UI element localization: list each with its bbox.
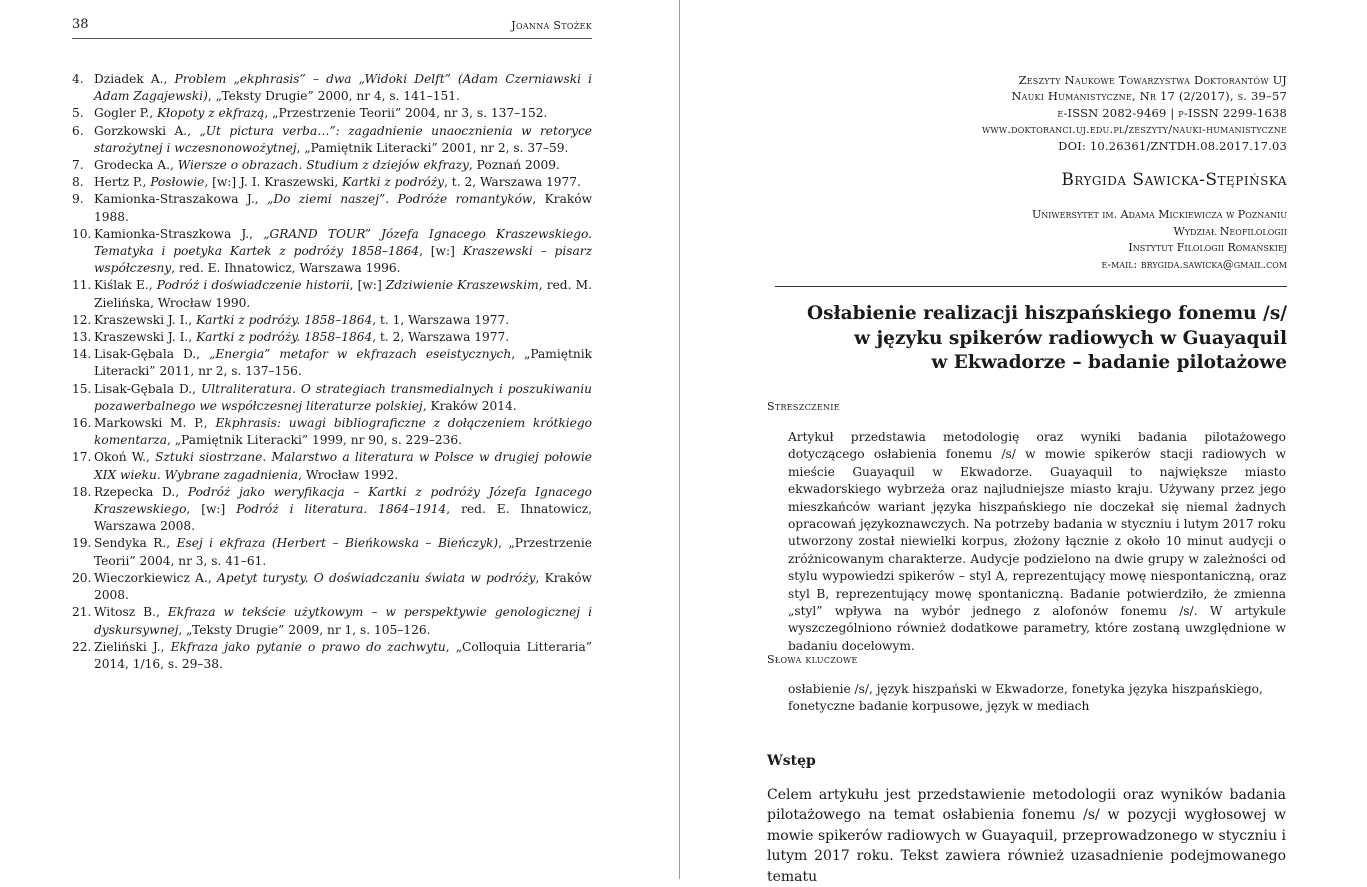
reference-text: Kraszewski J. I., Kartki z podróży. 1858–1864, t. 1, Warszawa 1977. [94,312,510,327]
abstract-text: Artykuł przedstawia metodologię oraz wyniki badania pilotażowego dotyczącego osłabienia fonemu /s/ w mowie spikerów stacji radiowych w mieście Guayaquil w Ekwadorze. Guayaquil to największe miasto ekwadorskiego wybrzeża oraz najludniejsze miasto kraju. Używany przez jego mieszkańców wariant języka hiszpańskiego nie doczekał się niemal żadnych opracowań językoznawczych. Na potrzeby badania w styczniu i lutym 2017 roku utworzony został niewielki korpus, złożony łącznie z około 10 minut audycji o zróżnicowanym charakterze. Audycje podzielono na dwie grupy w zależności od stylu wypowiedzi spikerów – styl A, reprezentujący mowę niespontaniczną, oraz styl B, reprezentujący mowę spontaniczną. Badanie potwierdziło, że zmienna „styl” wpływa na wybór jednego z alofonów fonemu /s/. W artykule wyszczególniono również dodatkowe parametry, które zostaną uwzględnione w badaniu docelowym. [788,430,1286,653]
right-page [680,0,1367,885]
reference-number: 20. [72,570,92,585]
reference-text: Zieliński J., Ekfraza jako pytanie o prawo do zachwytu, „Colloquia Litteraria” 2014, 1/16, s. 29–38. [94,639,593,671]
reference-item [72,604,592,638]
author-email: e-mail: brygida.sawicka@gmail.com [1101,257,1287,271]
journal-url: www.doktoranci.uj.edu.pl/zeszyty/nauki-humanistyczne [982,122,1287,137]
reference-text: Rzepecka D., Podróż jako weryfikacja – Kartki z podróży Józefa Ignacego Kraszewskiego, [w:] Podróż i literatura. 1864–1914, red. E. Ihnatowicz, Warszawa 2008. [94,484,592,534]
title-line: Osłabienie realizacji hiszpańskiego fonemu /s/ [807,303,1287,324]
reference-number: 17. [72,450,92,465]
affiliation-university: Uniwersytet im. Adama Mickiewicza w Poznaniu [1031,208,1287,221]
author-name: Brygida Sawicka-Stępińska [1061,170,1287,190]
affiliation-faculty: Wydział Neofilologii [1173,224,1287,238]
header-rule [72,38,592,39]
reference-item [72,277,592,311]
reference-number: 11. [72,278,92,293]
abstract-label: Streszczenie [767,400,840,413]
reference-item [72,191,592,225]
reference-number: 15. [72,381,92,396]
reference-text: Gogler P., Kłopoty z ekfrazą, „Przestrzenie Teorii” 2004, nr 3, s. 137–152. [94,106,548,121]
reference-item [72,570,592,604]
reference-text: Kiślak E., Podróż i doświadczenie historii, [w:] Zdziwienie Kraszewskim, red. M. Zielińska, Wrocław 1990. [94,278,592,310]
reference-text: Kamionka-Straszakowa J., „Do ziemi naszej”. Podróże romantyków, Kraków 1988. [94,192,592,224]
reference-text: Dziadek A., Problem „ekphrasis” – dwa „Widoki Delft” (Adam Czerniawski i Adam Zagajewski), „Teksty Drugie” 2000, nr 4, s. 141–151. [94,72,592,104]
reference-number: 21. [72,605,92,620]
reference-number: 12. [72,312,92,327]
journal-issn: e-ISSN 2082-9469 | p-ISSN 2299-1638 [1057,105,1287,120]
intro-heading: Wstęp [767,753,816,769]
page-number: 38 [72,17,89,32]
reference-item [72,449,592,483]
article-title [807,302,1287,376]
journal-issue: Nauki Humanistyczne, Nr 17 (2/2017), s. 39–57 [1011,89,1287,104]
reference-text: Witosz B., Ekfraza w tekście użytkowym – w perspektywie genologicznej i dyskursywnej, „Teksty Drugie” 2009, nr 1, s. 105–126. [94,605,592,637]
left-page [0,0,679,879]
reference-text: Sendyka R., Esej i ekfraza (Herbert – Bieńkowska – Bieńczyk), „Przestrzenie Teorii” 2004, nr 3, s. 41–61. [94,536,593,568]
reference-item [72,105,592,122]
reference-text: Wieczorkiewicz A., Apetyt turysty. O doświadczaniu świata w podróży, Kraków 2008. [94,570,592,603]
reference-item [72,415,592,449]
journal-info [982,72,1287,154]
intro-text: Celem artykułu jest przedstawienie metodologii oraz wyników badania pilotażowego na temat osłabienia fonemu /s/ w pozycji wygłosowej w mowie spikerów radiowych w Guayaquil, przeprowadzonego w styczniu i lutym 2017 roku. Tekst zawiera również uzasadnienie podejmowanego tematu [767,787,1286,885]
reference-number: 19. [72,536,92,551]
reference-text: Kamionka-Straszkowa J., „GRAND TOUR” Józefa Ignacego Kraszewskiego. Tematyka i poetyka Kartek z podróży 1858–1864, [w:] Kraszewski – pisarz współczesny, red. E. Ihnatowicz, Warszawa 1996. [94,226,592,276]
reference-number: 6. [72,123,84,138]
reference-item [72,484,592,536]
keywords-label: Słowa kluczowe [767,653,858,666]
reference-number: 4. [72,72,84,86]
reference-item [72,123,592,157]
reference-item [72,174,592,191]
reference-item [72,226,592,278]
reference-number: 10. [72,226,92,241]
reference-number: 8. [72,175,84,190]
reference-text: Lisak-Gębala D., Ultraliteratura. O strategiach transmedialnych i poszukiwaniu pozawerbalnego we współczesnej literaturze polskiej, Kraków 2014. [94,381,592,413]
journal-doi: DOI: 10.26361/ZNTDH.08.2017.17.03 [1058,138,1287,153]
reference-text: Markowski M. P., Ekphrasis: uwagi bibliograficzne z dołączeniem krótkiego komentarza, „Pamiętnik Literacki” 1999, nr 90, s. 229–236. [94,416,592,448]
reference-text: Hertz P., Posłowie, [w:] J. I. Kraszewski, Kartki z podróży, t. 2, Warszawa 1977. [94,175,581,190]
reference-item [72,535,592,569]
title-line: w języku spikerów radiowych w Guayaquil [854,327,1287,349]
reference-text: Lisak-Gębala D., „Energia” metafor w ekfrazach eseistycznych, „Pamiętnik Literacki” 2011, nr 2, s. 137–156. [94,347,592,379]
reference-number: 18. [72,484,92,499]
title-line: w Ekwadorze – badanie pilotażowe [931,352,1287,373]
keywords-text: osłabienie /s/, język hiszpański w Ekwadorze, fonetyka języka hiszpańskiego, fonetyczne badanie korpusowe, język w mediach [788,682,1263,714]
reference-item [72,381,592,415]
reference-text: Kraszewski J. I., Kartki z podróży. 1858–1864, t. 2, Warszawa 1977. [94,330,510,345]
reference-number: 16. [72,416,92,431]
reference-number: 22. [72,639,92,654]
reference-number: 9. [72,192,84,207]
affiliation [1032,207,1287,273]
reference-item [72,346,592,380]
journal-name: Zeszyty Naukowe Towarzystwa Doktorantów UJ [1018,73,1287,87]
reference-number: 14. [72,347,92,362]
reference-item [72,639,592,673]
reference-text: Gorzkowski A., „Ut pictura verba…”: zagadnienie unaocznienia w retoryce starożytnej i wczesnonowożytnej, „Pamiętnik Literacki” 2001, nr 2, s. 37–59. [94,123,592,155]
affiliation-institute: Instytut Filologii Romańskiej [1128,241,1287,254]
reference-text: Grodecka A., Wiersze o obrazach. Studium z dziejów ekfrazy, Poznań 2009. [94,158,560,173]
reference-number: 5. [72,106,84,121]
reference-item [72,157,592,174]
reference-number: 13. [72,330,92,345]
reference-item [72,329,592,346]
reference-text: Okoń W., Sztuki siostrzane. Malarstwo a literatura w Polsce w drugiej połowie XIX wieku. Wybrane zagadnienia, Wrocław 1992. [94,450,592,482]
running-head: Joanna Stożek [511,19,592,32]
reference-number: 7. [72,158,84,173]
reference-list [72,71,592,673]
title-rule [775,286,1287,287]
reference-item [72,312,592,329]
reference-item [72,71,592,105]
